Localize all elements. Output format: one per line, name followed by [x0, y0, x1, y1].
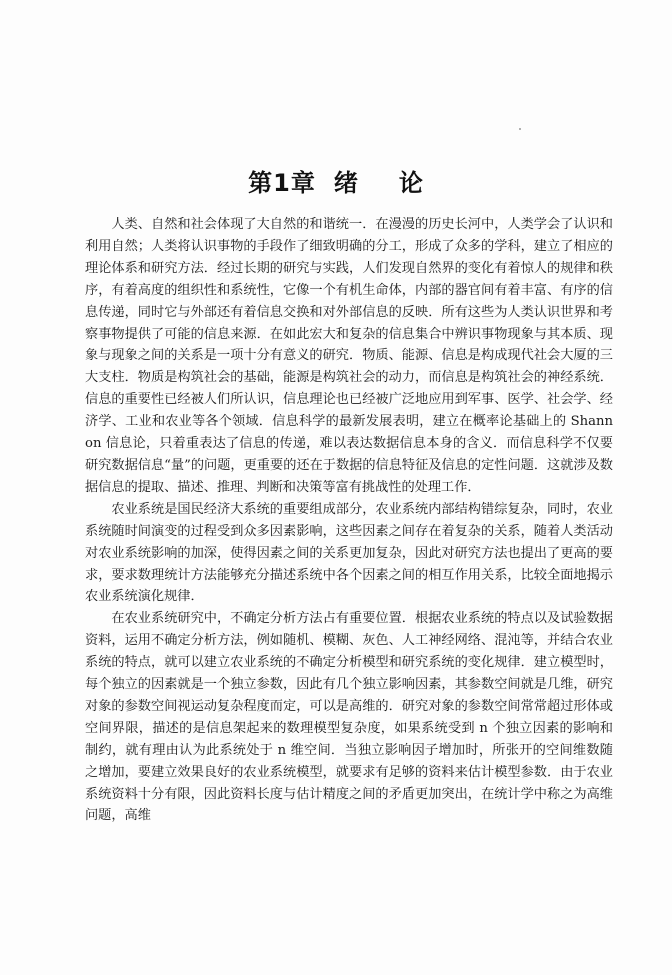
chapter-title-char: 绪	[333, 169, 359, 197]
chapter-number: 第1章	[248, 169, 316, 197]
chapter-title	[0, 163, 672, 198]
paragraph: 人类、自然和社会体现了大自然的和谐统一．在漫漫的历史长河中，人类学会了认识和利用自然；人类将认识事物的手段作了细致明确的分工，形成了众多的学科，建立了相应的理论体系和研究方法．经过长期的研究与实践，人们发现自然界的变化有着惊人的规律和秩序，有着高度的组织性和系统性，它像一个有机生命体，内部的器官间有着丰富、有序的信息传递，同时它与外部还有着信息交换和对外部信息的反映．所有这些为人类认识世界和考察事物提供了可能的信息来源．在如此宏大和复杂的信息集合中辨识事物现象与其本质、现象与现象之间的关系是一项十分有意义的研究．物质、能源、信息是构成现代社会大厦的三大支柱．物质是构筑社会的基础，能源是构筑社会的动力，而信息是构筑社会的神经系统．信息的重要性已经被人们所认识，信息理论也已经被广泛地应用到军事、医学、社会学、经济学、工业和农业等各个领域．信息科学的最新发展表明，建立在概率论基础上的 Shannon 信息论，只着重表达了信息的传递，难以表达数据信息本身的含义．而信息科学不仅要研究数据信息“量”的问题，更重要的还在于数据的信息特征及信息的定性问题．这就涉及数据信息的提取、描述、推理、判断和决策等富有挑战性的处理工作．	[85, 217, 613, 495]
paragraph: 在农业系统研究中，不确定分析方法占有重要位置．根据农业系统的特点以及试验数据资料，运用不确定分析方法，例如随机、模糊、灰色、人工神经网络、混沌等，并结合农业系统的特点，就可以建立农业系统的不确定分析模型和研究系统的变化规律．建立模型时，每个独立的因素就是一个独立参数，因此有几个独立影响因素，其参数空间就是几维，研究对象的参数空间视运动复杂程度而定，可以是高维的．研究对象的参数空间常常超过形体或空间界限，描述的是信息架起来的数理模型复杂度，如果系统受到 n 个独立因素的影响和制约，就有理由认为此系统处于 n 维空间．当独立影响因子增加时，所张开的空间维数随之增加，要建立效果良好的农业系统模型，就要求有足够的资料来估计模型参数．由于农业系统资料十分有限，因此资料长度与估计精度之间的矛盾更加突出，在统计学中称之为高维问题，高维	[85, 611, 613, 824]
scan-speck	[519, 128, 521, 130]
chapter-title-char: 论	[398, 169, 424, 197]
paragraph: 农业系统是国民经济大系统的重要组成部分，农业系统内部结构错综复杂，同时，农业系统随时间演变的过程受到众多因素影响，这些因素之间存在着复杂的关系，随着人类活动对农业系统影响的加深，使得因素之间的关系更加复杂，因此对研究方法也提出了更高的要求，要求数理统计方法能够充分描述系统中各个因素之间的相互作用关系，比较全面地揭示农业系统演化规律．	[85, 501, 613, 605]
body-text	[85, 214, 613, 827]
